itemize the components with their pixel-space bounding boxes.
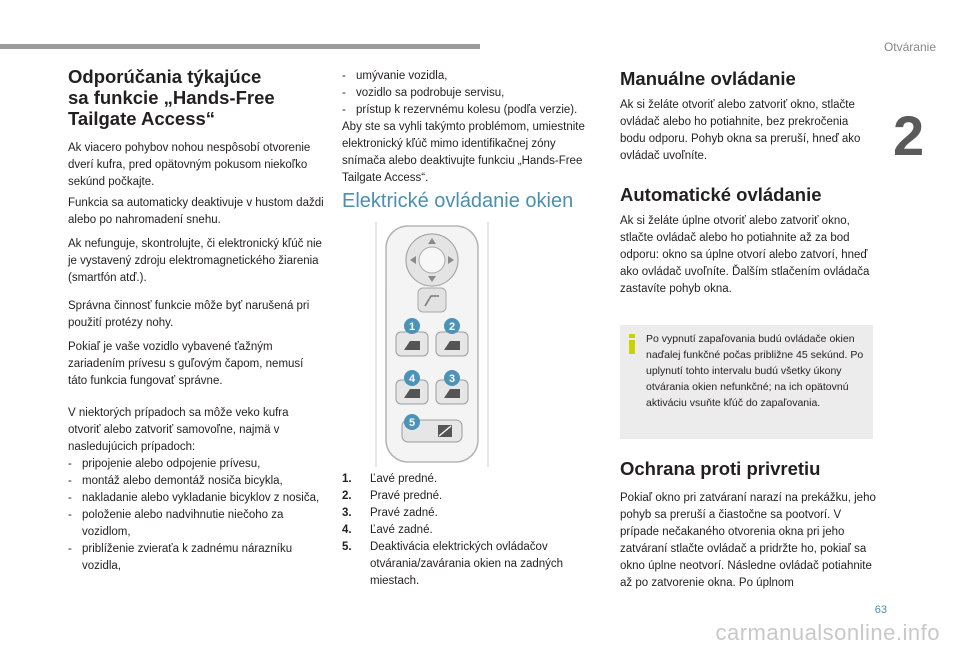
legend-number: 3.: [342, 507, 352, 519]
info-icon: [626, 334, 638, 354]
legend-item: [342, 471, 598, 488]
list-item: - pripojenie alebo odpojenie prívesu,: [68, 456, 324, 473]
recommendations-title: [68, 66, 324, 129]
manual-control-title: Manuálne ovládanie: [620, 68, 796, 89]
chapter-title: Otváranie: [883, 40, 936, 54]
legend-number: 2.: [342, 490, 352, 502]
info-text: Po vypnutí zapaľovania budú ovládače okien naďalej funkčné počas približne 45 sekúnd. Po uplynutí tohto intervalu budú všetky úkony otvárania okien nefunkčné; na ich opätovnú aktiváciu vsuňte kľúč do zapaľovania.: [646, 333, 864, 409]
list-item: - nakladanie alebo vykladanie bicyklov z nosiča,: [68, 490, 324, 507]
automatic-control-title: Automatické ovládanie: [620, 184, 822, 205]
paragraph: Ak si želáte úplne otvoriť alebo zatvoriť okno, stlačte ovládač alebo ho potiahnite až za bod odporu: okno sa úplne otvorí alebo zatvorí, hneď ako ovládač uvoľníte. Ďalším stlačením ovládača zastavíte pohyb okna.: [620, 215, 870, 295]
badge-4: 4: [408, 373, 416, 385]
legend-number: 4.: [342, 524, 352, 536]
badge-1: 1: [408, 321, 416, 333]
paragraph: Ak viacero pohybov nohou nespôsobí otvorenie dverí kufra, pred opätovným pokusom niekoľko sekúnd počkajte.: [68, 142, 311, 188]
list-item: - priblíženie zvieraťa k zadnému nárazníku vozidla,: [68, 541, 324, 575]
anti-pinch-title: Ochrana proti privretiu: [620, 458, 821, 479]
paragraph: Správna činnosť funkcie môže byť narušená pri použití protézy nohy.: [68, 300, 310, 329]
list-item: - montáž alebo demontáž nosiča bicykla,: [68, 473, 324, 490]
legend-text: Pravé predné.: [370, 490, 443, 502]
list-item: - položenie alebo nadvihnutie niečoho za vozidlom,: [68, 507, 324, 541]
header-bar: [0, 44, 480, 49]
legend-item: [342, 522, 598, 539]
title-line: Odporúčania týkajúce: [68, 66, 262, 87]
title-line: Tailgate Access“: [68, 108, 216, 129]
list-item: - prístup k rezervnému kolesu (podľa verzie).: [342, 102, 598, 119]
legend-number: 5.: [342, 541, 352, 553]
window-switch-illustration: [372, 222, 492, 467]
paragraph: Pokiaľ okno pri zatváraní narazí na prekážku, jeho pohyb sa preruší a čiastočne sa pootvorí. V prípade nečakaného otvorenia okna pri jeho zatváraní stlačte ovládač a pridržte ho, pokiaľ sa okno úplne neotvorí. Následne ovládač potiahnite až po zatvorenie okna. Po úplnom: [620, 492, 876, 589]
legend-item: [342, 539, 598, 590]
paragraph: V niektorých prípadoch sa môže veko kufra otvoriť alebo zatvoriť samovoľne, najmä v nasledujúcich prípadoch:: [68, 407, 289, 453]
paragraph: Funkcia sa automaticky deaktivuje v hustom daždi alebo po nahromadení snehu.: [68, 197, 324, 226]
legend-text: Ľavé predné.: [370, 473, 438, 485]
badge-5: 5: [408, 417, 416, 429]
bullet-list: [342, 68, 598, 119]
info-box: [620, 325, 873, 439]
legend-text: Pravé zadné.: [370, 507, 438, 519]
legend-item: [342, 488, 598, 505]
legend-number: 1.: [342, 473, 352, 485]
list-item: - umývanie vozidla,: [342, 68, 598, 85]
legend-text: Ľavé zadné.: [370, 524, 433, 536]
watermark: carmanualsonline.info: [715, 620, 940, 645]
page-number: 63: [874, 604, 887, 616]
bullet-list: [68, 456, 324, 575]
section-title-electric-windows: Elektrické ovládanie okien: [342, 190, 574, 212]
paragraph: Pokiaľ je vaše vozidlo vybavené ťažným zariadením prívesu s guľovým čapom, nemusí táto funkcia fungovať správne.: [68, 341, 304, 387]
list-item: - vozidlo sa podrobuje servisu,: [342, 85, 598, 102]
legend-item: [342, 505, 598, 522]
paragraph: Ak nefunguje, skontrolujte, či elektronický kľúč nie je vystavený zdroju elektromagnetického žiarenia (smartfón atď.).: [68, 238, 322, 284]
paragraph: Aby ste sa vyhli takýmto problémom, umiestnite elektronický kľúč mimo identifikačnej zóny snímača alebo deaktivujte funkciu „Hands-Free Tailgate Access“.: [342, 121, 585, 184]
badge-2: 2: [448, 321, 456, 333]
chapter-number: 2: [893, 104, 925, 167]
paragraph: Ak si želáte otvoriť alebo zatvoriť okno, stlačte ovládač alebo ho potiahnite, bez prekročenia bodu odporu. Pohyb okna sa preruší, hneď ako ovládač uvoľníte.: [620, 99, 861, 162]
badge-3: 3: [448, 373, 456, 385]
legend-text: Deaktivácia elektrických ovládačov otvárania/zavárania okien na zadných miestach.: [370, 541, 564, 587]
title-line: sa funkcie „Hands-Free: [68, 87, 275, 108]
